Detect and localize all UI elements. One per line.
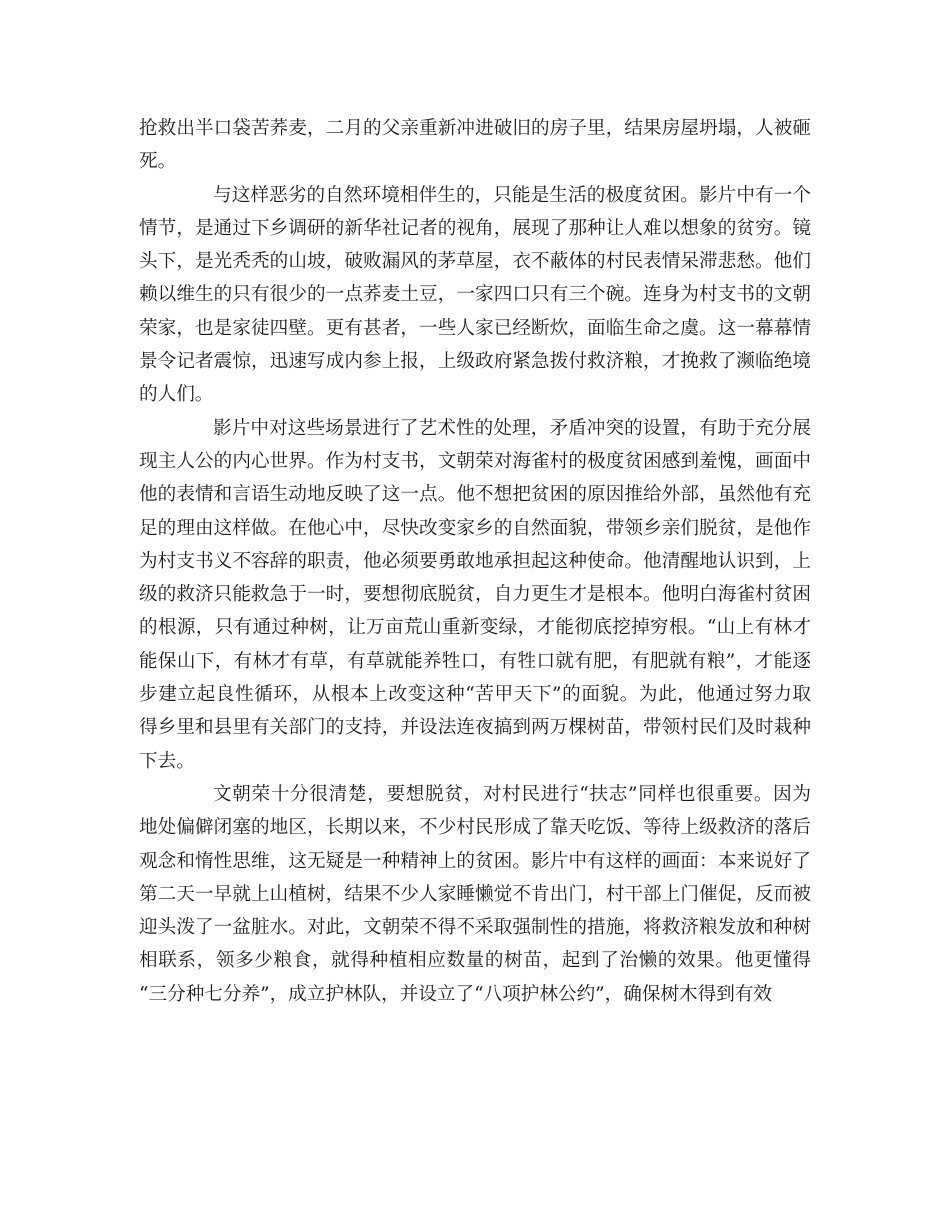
text-line: 的人们。 bbox=[139, 384, 214, 406]
text-line: 第二天一早就上山植树，结果不少人家睡懒觉不肯出门，村干部上门催促，反而被 bbox=[139, 883, 811, 905]
paragraph bbox=[139, 778, 811, 1011]
text-line: 能保山下，有林才有草，有草就能养牲口，有牲口就有肥，有肥就有粮”，才能逐 bbox=[139, 650, 811, 672]
text-line: 文朝荣十分很清楚，要想脱贫，对村民进行“扶志”同样也很重要。因为 bbox=[213, 783, 811, 805]
text-line: 相联系，领多少粮食，就得种植相应数量的树苗，起到了治懒的效果。他更懂得 bbox=[139, 950, 811, 972]
text-line: 足的理由这样做。在他心中，尽快改变家乡的自然面貌，带领乡亲们脱贫，是他作 bbox=[139, 517, 811, 539]
text-line: 景令记者震惊，迅速写成内参上报，上级政府紧急拨付救济粮，才挽救了濒临绝境 bbox=[139, 351, 811, 373]
text-line: “三分种七分养”，成立护林队，并设立了“八项护林公约”，确保树木得到有效 bbox=[139, 983, 773, 1005]
paragraph bbox=[139, 412, 811, 778]
body-text bbox=[139, 112, 811, 1011]
text-line: 为村支书义不容辞的职责，他必须要勇敢地承担起这种使命。他清醒地认识到，上 bbox=[139, 550, 811, 572]
text-line: 头下，是光秃秃的山坡，破败漏风的茅草屋，衣不蔽体的村民表情呆滞悲愁。他们 bbox=[139, 251, 811, 273]
text-line: 下去。 bbox=[139, 750, 195, 772]
text-line: 步建立起良性循环，从根本上改变这种“苦甲天下”的面貌。为此，他通过努力取 bbox=[139, 684, 811, 706]
text-line: 情节，是通过下乡调研的新华社记者的视角，展现了那种让人难以想象的贫穷。镜 bbox=[139, 217, 811, 239]
text-line: 观念和惰性思维，这无疑是一种精神上的贫困。影片中有这样的画面：本来说好了 bbox=[139, 850, 811, 872]
text-line: 他的表情和言语生动地反映了这一点。他不想把贫困的原因推给外部，虽然他有充 bbox=[139, 484, 811, 506]
text-line: 影片中对这些场景进行了艺术性的处理，矛盾冲突的设置，有助于充分展 bbox=[213, 417, 811, 439]
text-line: 现主人公的内心世界。作为村支书，文朝荣对海雀村的极度贫困感到羞愧，画面中 bbox=[139, 450, 811, 472]
text-line: 级的救济只能救急于一时，要想彻底脱贫，自力更生才是根本。他明白海雀村贫困 bbox=[139, 584, 811, 606]
text-line: 得乡里和县里有关部门的支持，并设法连夜搞到两万棵树苗，带领村民们及时栽种 bbox=[139, 717, 811, 739]
text-line: 地处偏僻闭塞的地区，长期以来，不少村民形成了靠天吃饭、等待上级救济的落后 bbox=[139, 817, 811, 839]
text-line: 死。 bbox=[139, 151, 177, 173]
text-line: 迎头泼了一盆脏水。对此，文朝荣不得不采取强制性的措施，将救济粮发放和种树 bbox=[139, 917, 811, 939]
paragraph bbox=[139, 179, 811, 412]
paragraph bbox=[139, 112, 811, 179]
text-line: 与这样恶劣的自然环境相伴生的，只能是生活的极度贫困。影片中有一个 bbox=[213, 184, 811, 206]
text-line: 荣家，也是家徒四壁。更有甚者，一些人家已经断炊，面临生命之虞。这一幕幕情 bbox=[139, 317, 811, 339]
text-line: 赖以维生的只有很少的一点荞麦土豆，一家四口只有三个碗。连身为村支书的文朝 bbox=[139, 284, 811, 306]
text-line: 的根源，只有通过种树，让万亩荒山重新变绿，才能彻底挖掉穷根。“山上有林才 bbox=[139, 617, 811, 639]
text-line: 抢救出半口袋苦荞麦，二月的父亲重新冲进破旧的房子里，结果房屋坍塌，人被砸 bbox=[139, 118, 811, 139]
